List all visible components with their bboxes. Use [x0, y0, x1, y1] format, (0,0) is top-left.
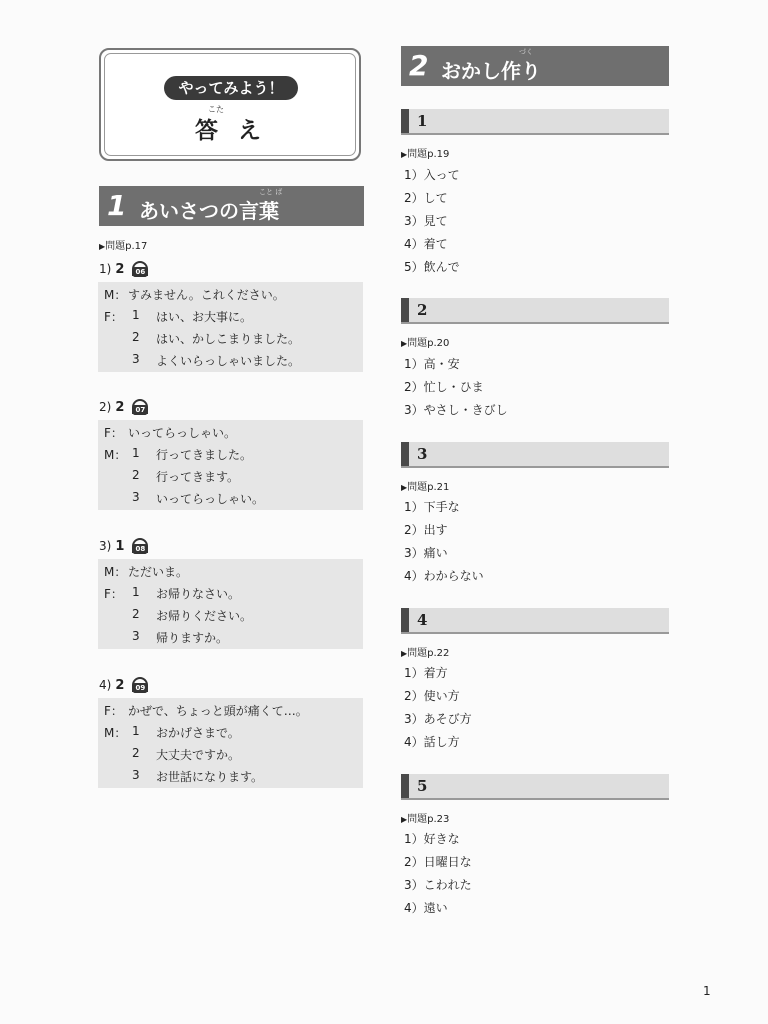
answer-box-2: [98, 420, 363, 510]
question-answer: 2: [115, 678, 125, 693]
option-number: 3: [132, 490, 140, 504]
question-2-head: [99, 399, 148, 415]
question-answer: 1: [115, 539, 125, 554]
cd-headphones-icon: [132, 538, 148, 553]
question-3-head: [99, 538, 148, 554]
line-text: おかげさまで。: [156, 726, 240, 740]
line-text: 行ってきます。: [156, 470, 240, 484]
section2-number: 2: [409, 49, 429, 82]
answer-box-1: [98, 282, 363, 372]
answer-item: 3）痛い: [404, 546, 448, 560]
answer-item: 3）やさし・きびし: [404, 403, 508, 417]
group-5-ref: [401, 810, 449, 825]
ref-arrow-icon: ▶: [99, 242, 106, 251]
answer-item: 2）日曜日な: [404, 855, 472, 869]
line-text: お世話になります。: [156, 770, 264, 784]
cd-headphones-icon: [132, 261, 148, 276]
line-text: ただいま。: [128, 565, 189, 579]
ref-text: 問題p.17: [105, 241, 148, 252]
ref-text: 問題p.23: [407, 814, 450, 825]
answer-item: 3）見て: [404, 214, 448, 228]
answer-item: 4）遠い: [404, 901, 448, 915]
option-number: 2: [132, 607, 140, 621]
answer-item: 2）出す: [404, 523, 448, 537]
question-label: 2): [99, 400, 112, 414]
group-1-ref: [401, 145, 449, 160]
question-1-head: [99, 261, 148, 277]
ref-text: 問題p.21: [407, 482, 450, 493]
answer-item: 4）わからない: [404, 569, 484, 583]
speaker: M：: [104, 726, 127, 740]
title-badge: やってみよう！: [164, 76, 298, 100]
line-text: お帰りなさい。: [156, 587, 241, 601]
section2-title: おかし作り: [441, 59, 541, 83]
answer-item: 4）着て: [404, 237, 448, 251]
cd-track: 06: [133, 267, 147, 277]
line-text: 大丈夫ですか。: [156, 748, 241, 762]
answer-box-4: [98, 698, 363, 788]
section1-number: 1: [107, 189, 127, 222]
line-text: はい、お大事に。: [156, 310, 253, 324]
answer-box-3: [98, 559, 363, 649]
group-1-bar: [401, 109, 669, 135]
group-number: 3: [417, 445, 428, 463]
ref-arrow-icon: ▶: [401, 649, 408, 658]
question-answer: 2: [115, 400, 125, 415]
group-number: 4: [417, 611, 428, 629]
speaker: M：: [104, 448, 127, 462]
group-5-bar: [401, 774, 669, 800]
title-box: [99, 48, 361, 161]
answer-item: 2）して: [404, 191, 448, 205]
option-number: 1: [132, 724, 140, 738]
option-number: 3: [132, 768, 140, 782]
line-text: はい、かしこまりました。: [156, 332, 301, 346]
answer-item: 1）下手な: [404, 500, 460, 514]
group-number: 5: [417, 777, 428, 795]
option-number: 3: [132, 352, 140, 366]
speaker: F：: [104, 426, 123, 440]
section1-banner: [99, 186, 364, 226]
answer-item: 3）こわれた: [404, 878, 472, 892]
line-text: お帰りください。: [156, 609, 253, 623]
section1-title: あいさつの言葉: [139, 199, 279, 223]
page-title: 答 え: [195, 118, 268, 144]
line-text: 行ってきました。: [156, 448, 253, 462]
speaker: F：: [104, 704, 123, 718]
option-number: 1: [132, 308, 140, 322]
speaker: M：: [104, 288, 127, 302]
speaker: F：: [104, 587, 123, 601]
answer-item: 1）入って: [404, 168, 460, 182]
option-number: 1: [132, 585, 140, 599]
group-number: 1: [417, 112, 428, 130]
option-number: 2: [132, 468, 140, 482]
cd-headphones-icon: [132, 399, 148, 414]
answer-item: 2）使い方: [404, 689, 460, 703]
question-4-head: [99, 677, 148, 693]
answer-item: 1）着方: [404, 666, 448, 680]
cd-track: 09: [133, 683, 147, 693]
group-number: 2: [417, 301, 428, 319]
section2-ruby: づく: [519, 48, 533, 56]
page-number: 1: [703, 984, 711, 998]
group-4-bar: [401, 608, 669, 634]
group-4-ref: [401, 644, 449, 659]
answer-item: 2）忙し・ひま: [404, 380, 484, 394]
ref-text: 問題p.22: [407, 648, 450, 659]
option-number: 2: [132, 746, 140, 760]
line-text: いってらっしゃい。: [156, 492, 265, 506]
group-2-ref: [401, 334, 449, 349]
ref-arrow-icon: ▶: [401, 815, 408, 824]
question-label: 3): [99, 539, 112, 553]
line-text: いってらっしゃい。: [128, 426, 237, 440]
group-2-bar: [401, 298, 669, 324]
ref-arrow-icon: ▶: [401, 483, 408, 492]
line-text: 帰りますか。: [156, 631, 229, 645]
answer-item: 4）話し方: [404, 735, 460, 749]
cd-track: 08: [133, 544, 147, 554]
ref-text: 問題p.19: [407, 149, 450, 160]
answer-item: 1）高・安: [404, 357, 460, 371]
question-label: 1): [99, 262, 112, 276]
option-number: 2: [132, 330, 140, 344]
cd-headphones-icon: [132, 677, 148, 692]
speaker: M：: [104, 565, 127, 579]
question-label: 4): [99, 678, 112, 692]
group-3-bar: [401, 442, 669, 468]
section1-ruby: こと ば: [259, 188, 283, 196]
answer-item: 5）飲んで: [404, 260, 460, 274]
ref-text: 問題p.20: [407, 338, 450, 349]
answer-item: 1）好きな: [404, 832, 460, 846]
group-3-ref: [401, 478, 449, 493]
answer-item: 3）あそび方: [404, 712, 472, 726]
cd-track: 07: [133, 405, 147, 415]
line-text: よくいらっしゃいました。: [156, 354, 301, 368]
section2-banner: [401, 46, 669, 86]
question-answer: 2: [115, 262, 125, 277]
speaker: F：: [104, 310, 123, 324]
section1-ref: [99, 237, 147, 252]
line-text: すみません。これください。: [128, 288, 285, 302]
option-number: 3: [132, 629, 140, 643]
title-ruby: こた: [208, 105, 224, 114]
line-text: かぜで、ちょっと頭が痛くて…。: [128, 704, 308, 718]
ref-arrow-icon: ▶: [401, 339, 408, 348]
ref-arrow-icon: ▶: [401, 150, 408, 159]
option-number: 1: [132, 446, 140, 460]
